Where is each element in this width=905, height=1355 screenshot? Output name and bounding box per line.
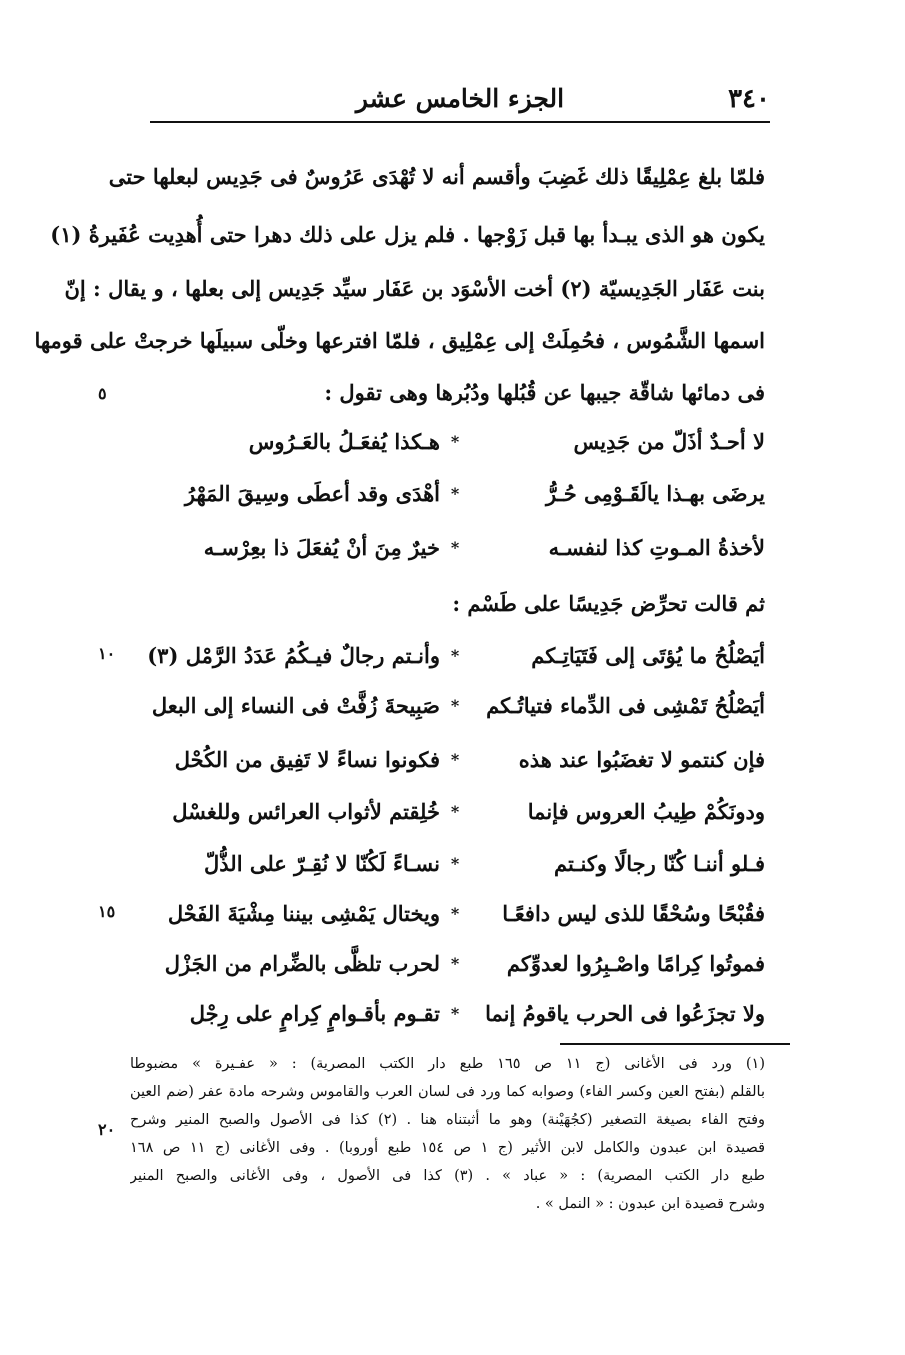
- verse-line: [135, 846, 765, 882]
- verse-line: [135, 424, 765, 460]
- verse-separator-star: *: [450, 538, 460, 557]
- verse-first-hemistich: أيَصْلُحُ تَمْشِى فى الدِّماء فتياتُـكم: [486, 693, 765, 718]
- verse-line: [135, 530, 765, 566]
- prose-line: فى دمائها شاقّة جيبها عن قُبُلها ودُبُرها وهى تقول :: [324, 380, 765, 405]
- prose-line: يكون هو الذى يبـدأ بها قبل زَوْجها . فلم يزل على ذلك دهرا حتى أُهدِيت عُفَيرةُ (١): [50, 222, 765, 247]
- verse-second-hemistich: تقـوم بأقـوامٍ كِرامٍ على رِجْل: [189, 1001, 440, 1026]
- verse-separator-star: *: [450, 1004, 460, 1023]
- footnotes: [130, 1050, 765, 1218]
- verse-second-hemistich: هـكذا يُفعَـلُ بالعَـرُوس: [248, 429, 440, 454]
- prose-line: فلمّا بلغ عِمْلِيقًا ذلك غَضِبَ وأقسم أنه لا تُهْدَى عَرُوسٌ فى جَدِيس لبعلها حتى: [108, 164, 765, 189]
- running-header: [150, 84, 770, 118]
- verse-line: [135, 742, 765, 778]
- verse-first-hemistich: ولا تجزَعُوا فى الحرب ياقومُ إنما: [485, 1001, 765, 1026]
- verse-second-hemistich: صَبِيحةَ زُفَّتْ فى النساء إلى البعل: [151, 693, 440, 718]
- footnote-line: قصيدة ابن عبدون والكامل لابن الأثير (ج ١ ص ١٥٤ طبع أوروبا) . وفى الأغانى (ج ١١ ص ١٦٨: [130, 1140, 765, 1156]
- footnote-rule: [560, 1043, 790, 1045]
- line-number-marker: ١٠: [98, 644, 116, 663]
- verse-separator-star: *: [450, 904, 460, 923]
- verse-second-hemistich: خُلِقتم لأثواب العرائس وللغسْل: [172, 799, 440, 824]
- prose-line: اسمها الشَّمُوس ، فحُمِلَتْ إلى عِمْلِيق ، فلمّا افترعها وخلّى سبيلَها خرجتْ على قومها: [34, 328, 765, 353]
- footnote-line: طبع دار الكتب المصرية) : « عباد » . (٣) كذا فى الأصول ، وفى الأغانى والصبح المنير: [130, 1168, 765, 1184]
- line-number-marker: ٥: [98, 384, 107, 403]
- verse-line: [135, 996, 765, 1032]
- line-number-marker: ٢٠: [98, 1120, 116, 1139]
- verse-separator-star: *: [450, 750, 460, 769]
- verse-second-hemistich: لحرب تلظَّى بالضِّرام من الجَزْل: [164, 951, 440, 976]
- verse-separator-star: *: [450, 484, 460, 503]
- verse-second-hemistich: نسـاءً لَكُنّا لا نُقِـرّ على الذُّلّ: [204, 851, 440, 876]
- verse-first-hemistich: لأخذةُ المـوتِ كذا لنفسـه: [548, 535, 765, 560]
- verse-first-hemistich: ودونَكُمْ طِيبُ العروس فإنما: [527, 799, 765, 824]
- verse-line: [135, 638, 765, 674]
- verse-second-hemistich: ويختال يَمْشِى بيننا مِشْيَةَ الفَحْل: [167, 901, 440, 926]
- verse-first-hemistich: فموتُوا كِرامًا واصْـبِرُوا لعدوِّكم: [506, 951, 765, 976]
- verse-line: [135, 946, 765, 982]
- verse-separator-star: *: [450, 646, 460, 665]
- verse-line: [135, 794, 765, 830]
- verse-line: [135, 688, 765, 724]
- verse-intro: ثم قالت تحرِّض جَدِيسًا على طَسْم :: [452, 591, 765, 616]
- verse-separator-star: *: [450, 802, 460, 821]
- running-title: الجزء الخامس عشر: [355, 84, 565, 113]
- footnote-line: (١) ورد فى الأغانى (ج ١١ ص ١٦٥ طبع دار الكتب المصرية) : « عفـيرة » مضبوطا: [130, 1056, 765, 1072]
- verse-second-hemistich: خيرٌ مِنَ أنْ يُفعَلَ ذا بعِرْسـه: [203, 535, 440, 560]
- verse-separator-star: *: [450, 432, 460, 451]
- verse-line: [135, 896, 765, 932]
- footnote-line: بالقلم (بفتح العين وكسر الفاء) وصوابه كما ورد فى لسان العرب والقاموس وشرحه مادة عفر (ضم العين: [130, 1084, 765, 1100]
- verse-second-hemistich: أهْدَى وقد أعطَى وسِيقَ المَهْرُ: [184, 481, 440, 506]
- verse-first-hemistich: يرضَى بهـذا يالَقَـوْمِى حُـرُّ: [546, 481, 765, 506]
- verse-separator-star: *: [450, 954, 460, 973]
- verse-separator-star: *: [450, 854, 460, 873]
- prose-line: بنت عَفَار الجَدِيسيّة (٢) أخت الأسْوَد بن عَفَار سيِّد جَدِيس إلى بعلها ، و يقال : إنّ: [64, 276, 765, 301]
- line-number-marker: ١٥: [98, 902, 116, 921]
- verse-second-hemistich: فكونوا نساءً لا تَفِيق من الكُحْل: [174, 747, 440, 772]
- footnote-line: وشرح قصيدة ابن عبدون : « النمل » .: [535, 1196, 765, 1212]
- verse-line: [135, 476, 765, 512]
- verse-first-hemistich: أيَصْلُحُ ما يُؤتَى إلى فَتَيَاتِـكم: [531, 643, 765, 668]
- verse-first-hemistich: فقُبْحًا وسُحْقًا للذى ليس دافعًـا: [502, 901, 765, 926]
- footnote-line: وفتح الفاء بصيغة التصغير (كجُهَيْنة) وهو ما أثبتناه هنا . (٢) كذا فى الأصول والصبح المنير وشرح: [130, 1112, 765, 1128]
- verse-separator-star: *: [450, 696, 460, 715]
- header-rule: [150, 121, 770, 123]
- verse-first-hemistich: لا أحـدٌ أذَلّ من جَدِيس: [573, 429, 765, 454]
- verse-second-hemistich: وأنـتم رجالٌ فيـكُمُ عَدَدُ الرَّمْل (٣): [147, 643, 440, 668]
- verse-first-hemistich: فإن كنتمو لا تغضَبُوا عند هذه: [518, 747, 765, 772]
- page-number: ٣٤٠: [728, 84, 770, 114]
- verse-first-hemistich: فـلو أننـا كُنّا رجالًا وكنـتم: [554, 851, 765, 876]
